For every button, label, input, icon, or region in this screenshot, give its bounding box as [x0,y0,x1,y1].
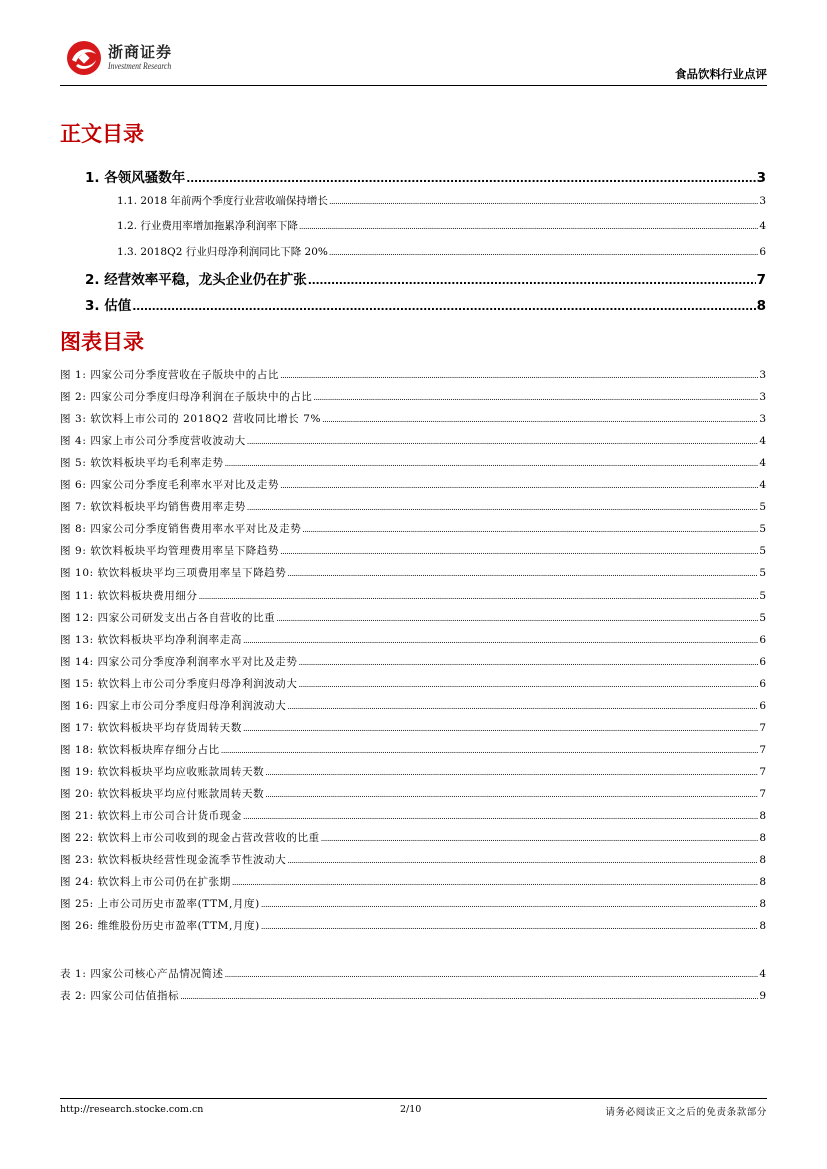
entry-label: 图 15: 软饮料上市公司分季度归母净利润波动大 [60,677,298,690]
footer-divider [60,1098,767,1099]
list-of-figures-entry[interactable] [60,786,766,801]
list-of-figures-entry[interactable] [60,588,766,603]
entry-page: 8 [759,876,766,889]
entry-page: 7 [759,721,766,734]
entry-label: 图 9: 软饮料板块平均管理费用率呈下降趋势 [60,545,280,558]
entry-page: 4 [759,457,766,470]
list-of-figures-entry[interactable] [60,499,766,514]
entry-page: 5 [759,523,766,536]
toc-entry[interactable] [85,166,766,186]
list-of-figures-entry[interactable] [60,874,766,889]
entry-label: 图 17: 软饮料板块平均存货周转天数 [60,721,242,734]
entry-label: 图 1: 四家公司分季度营收在子版块中的占比 [60,369,280,381]
entry-label: 图 7: 软饮料板块平均销售费用率走势 [60,501,246,514]
entry-page: 7 [759,765,766,778]
list-of-figures-entry[interactable] [60,477,766,492]
entry-page: 8 [759,898,766,911]
entry-label: 图 12: 四家公司研发支出占各自营收的比重 [60,611,276,624]
entry-page: 8 [759,854,766,867]
entry-page: 6 [759,655,766,668]
logo-english-text: Investment Research [108,61,172,71]
list-of-figures-entry[interactable] [60,808,766,823]
entry-page: 8 [759,832,766,845]
footer-disclaimer: 请务必阅读正文之后的免责条款部分 [605,1107,767,1118]
toc-entry-label: 1.1. 2018 年前两个季度行业营收端保持增长 [117,195,328,207]
entry-label: 图 8: 四家公司分季度销售费用率水平对比及走势 [60,523,302,536]
list-of-figures-entry[interactable] [60,455,766,470]
entry-page: 3 [759,369,766,381]
toc-entry-page: 4 [759,220,766,232]
entry-page: 4 [759,435,766,448]
entry-page: 6 [759,699,766,712]
entry-label: 图 14: 四家公司分季度净利润率水平对比及走势 [60,655,298,668]
toc-title: 正文目录 [60,122,144,146]
toc-entry-page: 8 [756,298,766,314]
entry-label: 图 11: 软饮料板块费用细分 [60,589,198,602]
list-of-figures-entry[interactable] [60,988,766,1003]
entry-page: 8 [759,810,766,822]
toc-entry-page: 3 [756,170,766,186]
entry-page: 5 [759,611,766,624]
toc-entry-label: 1. 各领风骚数年 [85,170,186,186]
entry-page: 4 [759,479,766,492]
entry-label: 图 21: 软饮料上市公司合计货币现金 [60,810,242,822]
footer-url[interactable]: http://research.stocke.com.cn [60,1104,204,1115]
entry-page: 7 [759,787,766,800]
list-of-figures-entry[interactable] [60,698,766,713]
list-of-figures-entry[interactable] [60,742,766,757]
page-number: 2/10 [400,1104,422,1115]
entry-label: 图 20: 软饮料板块平均应付账款周转天数 [60,787,265,800]
toc-entry-label: 3. 估值 [85,298,132,314]
entry-label: 图 25: 上市公司历史市盈率(TTM,月度) [60,898,260,911]
list-of-figures-entry[interactable] [60,610,766,625]
entry-label: 图 23: 软饮料板块经营性现金流季节性波动大 [60,854,287,867]
entry-page: 7 [759,743,766,756]
entry-page: 3 [759,391,766,404]
list-of-figures-entry[interactable] [60,543,766,558]
list-of-figures-entry[interactable] [60,764,766,779]
list-of-figures-entry[interactable] [60,852,766,867]
entry-page: 5 [759,501,766,514]
entry-page: 5 [759,545,766,558]
list-of-figures-entry[interactable] [60,966,766,981]
toc-entry-page: 6 [759,246,766,258]
toc-entry[interactable] [117,218,766,233]
entry-label: 图 24: 软饮料上市公司仍在扩张期 [60,876,231,889]
toc-entry-label: 1.3. 2018Q2 行业归母净利润同比下降 20% [117,246,328,258]
list-of-figures-entry[interactable] [60,521,766,536]
list-of-figures-entry[interactable] [60,367,766,382]
entry-page: 4 [759,968,766,980]
company-logo [64,38,184,80]
list-of-figures-entry[interactable] [60,830,766,845]
list-of-figures-entry[interactable] [60,654,766,669]
entry-page: 5 [759,589,766,602]
entry-label: 图 10: 软饮料板块平均三项费用率呈下降趋势 [60,567,287,580]
list-of-figures-entry[interactable] [60,676,766,691]
entry-page: 9 [759,990,766,1003]
header-divider [60,85,767,86]
entry-label: 图 16: 四家上市公司分季度归母净利润波动大 [60,699,287,712]
entry-page: 6 [759,677,766,690]
entry-label: 图 26: 维维股份历史市盈率(TTM,月度) [60,920,260,933]
figures-title: 图表目录 [60,330,144,354]
toc-entry-page: 7 [756,272,766,288]
list-of-figures-entry[interactable] [60,411,766,426]
entry-label: 图 6: 四家公司分季度毛利率水平对比及走势 [60,479,280,492]
entry-page: 5 [759,567,766,580]
entry-label: 表 2: 四家公司估值指标 [60,990,180,1003]
list-of-figures-entry[interactable] [60,896,766,911]
logo-emblem-icon [64,38,104,78]
entry-label: 图 5: 软饮料板块平均毛利率走势 [60,457,224,470]
toc-entry-page: 3 [759,195,766,207]
toc-entry[interactable] [117,193,766,208]
entry-label: 图 18: 软饮料板块库存细分占比 [60,743,220,756]
entry-label: 图 4: 四家上市公司分季度营收波动大 [60,435,246,448]
report-category: 食品饮料行业点评 [675,67,767,81]
entry-label: 图 19: 软饮料板块平均应收账款周转天数 [60,765,265,778]
entry-label: 表 1: 四家公司核心产品情况简述 [60,968,224,980]
entry-page: 3 [759,413,766,426]
toc-entry[interactable] [85,268,766,288]
toc-entry-label: 1.2. 行业费用率增加拖累净利润率下降 [117,220,298,232]
entry-label: 图 22: 软饮料上市公司收到的现金占营改营收的比重 [60,832,320,845]
logo-chinese-text: 浙商证券 [108,43,173,61]
entry-page: 8 [759,920,766,933]
entry-page: 6 [759,633,766,646]
list-of-figures-entry[interactable] [60,565,766,580]
list-of-figures-entry[interactable] [60,720,766,735]
entry-label: 图 13: 软饮料板块平均净利润率走高 [60,633,242,646]
toc-entry[interactable] [85,294,766,314]
list-of-figures-entry[interactable] [60,632,766,647]
list-of-figures-entry[interactable] [60,918,766,933]
entry-label: 图 2: 四家公司分季度归母净利润在子版块中的占比 [60,391,313,404]
list-of-figures-entry[interactable] [60,389,766,404]
toc-entry-label: 2. 经营效率平稳，龙头企业仍在扩张 [85,272,307,288]
toc-entry[interactable] [117,244,766,259]
list-of-figures-entry[interactable] [60,433,766,448]
entry-label: 图 3: 软饮料上市公司的 2018Q2 营收同比增长 7% [60,413,322,426]
